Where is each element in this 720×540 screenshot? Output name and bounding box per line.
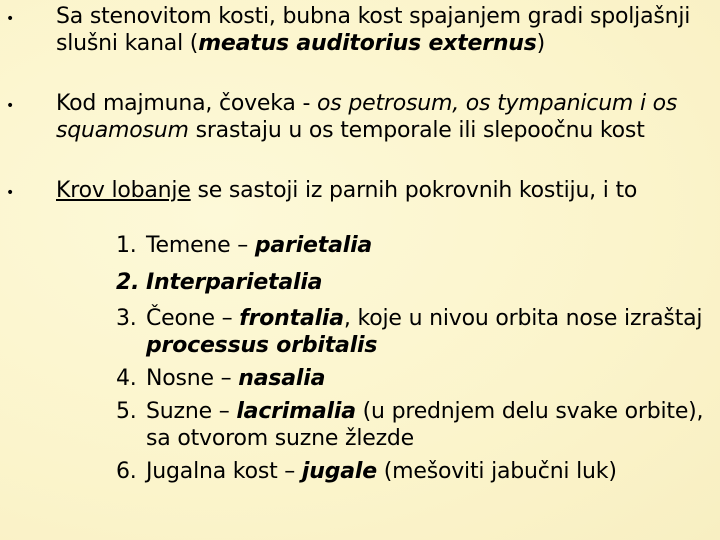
latin-term: nasalia	[238, 366, 326, 391]
item-text	[146, 365, 708, 392]
latin-term: parietalia	[254, 233, 373, 258]
text-run: Suzne –	[146, 399, 237, 424]
item-text	[146, 458, 708, 485]
text-run: Kod majmuna, čoveka -	[56, 91, 318, 116]
text-run: Sa stenovitom kosti, bubna kost spajanjem gradi spoljašnji slušni kanal (	[56, 4, 691, 56]
bullet-dot: •	[6, 185, 15, 201]
item-number: 6.	[116, 459, 137, 484]
bullet-text	[56, 3, 706, 57]
text-run: )	[536, 31, 546, 56]
item-number: 1.	[116, 233, 137, 258]
underlined-term: Krov lobanje	[56, 178, 191, 203]
latin-term: Interparietalia	[146, 270, 323, 295]
text-run: Nosne –	[146, 366, 239, 391]
text-run: Jugalna kost –	[146, 459, 302, 484]
latin-term: frontalia	[239, 306, 344, 331]
text-run: (mešoviti jabučni luk)	[376, 459, 617, 484]
latin-term: lacrimalia	[236, 399, 356, 424]
item-text	[146, 398, 708, 452]
latin-term: meatus auditorius externus	[198, 31, 537, 56]
item-number: 5.	[116, 399, 137, 424]
bullet-dot: •	[6, 98, 15, 114]
bullet-text	[56, 90, 706, 144]
bullet-text	[56, 177, 706, 204]
text-run: Čeone –	[146, 306, 240, 331]
text-run: (u prednjem delu svake orbite), sa otvorom suzne žlezde	[146, 399, 704, 451]
text-run: se sastoji iz parnih pokrovnih kostiju, i to	[190, 178, 638, 203]
latin-term: processus orbitalis	[146, 333, 378, 358]
item-number: 2.	[116, 270, 140, 295]
item-number: 3.	[116, 306, 137, 331]
text-run: , koje u nivou orbita nose izraštaj	[343, 306, 703, 331]
item-text	[146, 232, 708, 259]
text-run: srastaju u os temporale ili slepoočnu kost	[188, 118, 645, 143]
bullet-dot: •	[6, 11, 15, 27]
latin-term: os petrosum, os tympanicum i os squamosum	[56, 91, 678, 143]
item-text	[146, 269, 708, 296]
text-run: Temene –	[146, 233, 255, 258]
latin-term: jugale	[301, 459, 377, 484]
item-text	[146, 305, 708, 359]
item-number: 4.	[116, 366, 137, 391]
